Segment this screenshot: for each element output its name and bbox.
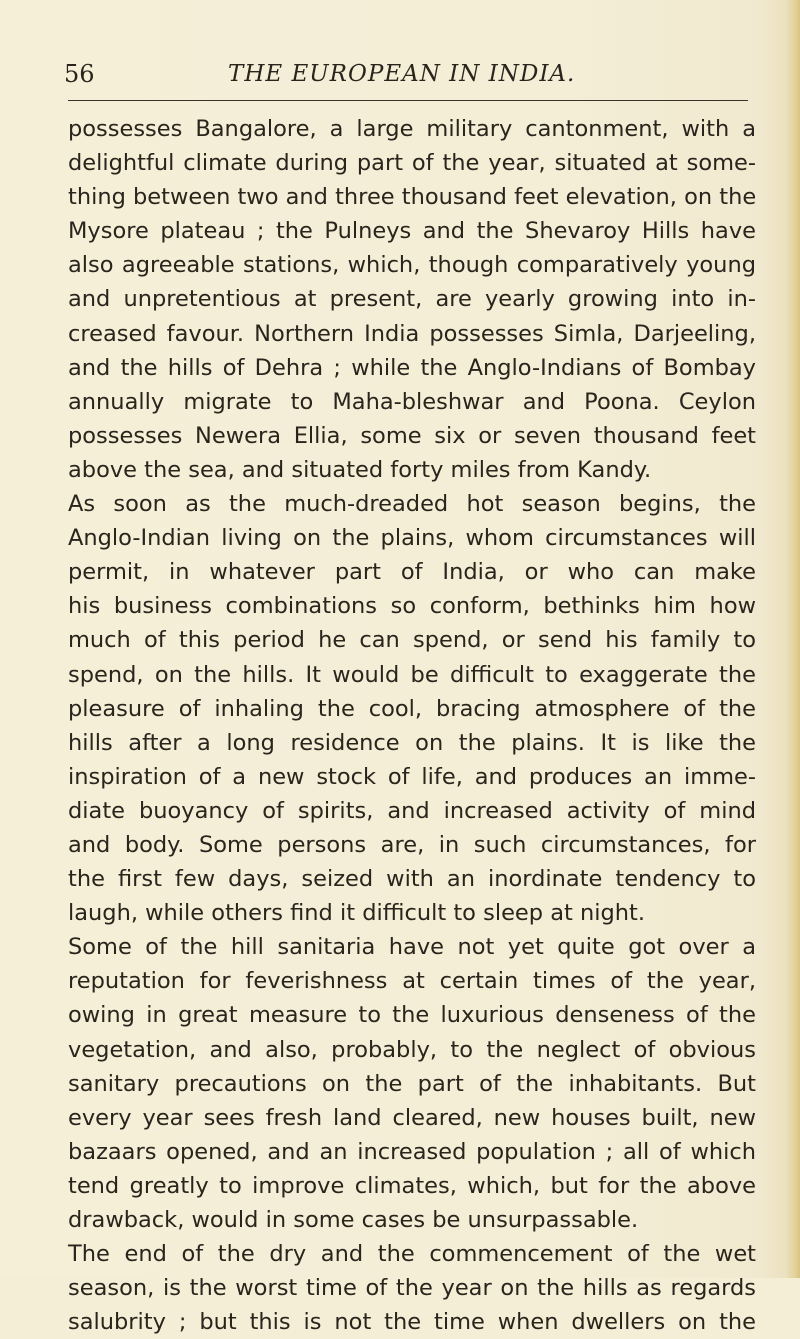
text-line: and the hills of Dehra ; while the Anglo-Indians of Bombay	[68, 354, 756, 381]
text-line: Some of the hill sanitaria have not yet quite got over a	[68, 934, 756, 961]
text-line: laugh, while others find it difficult to sleep at night.	[68, 900, 645, 927]
text-line: diate buoyancy of spirits, and increased activity of mind	[68, 797, 756, 824]
text-line: possesses Bangalore, a large military cantonment, with a	[68, 116, 756, 142]
page-number: 56	[64, 60, 95, 88]
text-line: reputation for feverishness at certain times of the year,	[68, 968, 756, 995]
text-line: inspiration of a new stock of life, and produces an imme-	[68, 763, 756, 790]
text-line: Mysore plateau ; the Pulneys and the Shevaroy Hills have	[68, 218, 756, 245]
text-line: permit, in whatever part of India, or who can make	[68, 559, 756, 586]
text-line: annually migrate to Maha-bleshwar and Poona. Ceylon	[68, 388, 756, 415]
text-line: season, is the worst time of the year on the hills as regards	[68, 1275, 756, 1302]
text-line: every year sees fresh land cleared, new houses built, new	[68, 1104, 756, 1131]
text-line: also agreeable stations, which, though comparatively young	[68, 252, 756, 279]
text-line: The end of the dry and the commencement of the wet	[68, 1241, 756, 1268]
text-line: thing between two and three thousand feet elevation, on the	[68, 184, 757, 211]
text-line: As soon as the much-dreaded hot season begins, the	[68, 491, 756, 518]
text-line: much of this period he can spend, or send his family to	[68, 627, 756, 654]
text-line: owing in great measure to the luxurious denseness of the	[68, 1002, 756, 1029]
text-line: the first few days, seized with an inordinate tendency to	[68, 866, 756, 893]
text-line: his business combinations so conform, bethinks him how	[68, 593, 756, 620]
text-line: Anglo-Indian living on the plains, whom circumstances will	[68, 525, 756, 552]
text-line: bazaars opened, and an increased population ; all of which	[68, 1138, 756, 1165]
body-text	[68, 112, 756, 1339]
text-line: sanitary precautions on the part of the inhabitants. But	[68, 1070, 756, 1097]
page-edge-shadow	[786, 0, 800, 1278]
header-rule	[68, 100, 748, 101]
text-line: and unpretentious at present, are yearly growing into in-	[68, 286, 756, 313]
text-line: tend greatly to improve climates, which, but for the above	[68, 1172, 756, 1199]
text-line: hills after a long residence on the plains. It is like the	[68, 729, 756, 756]
running-head: THE EUROPEAN IN INDIA.	[228, 61, 576, 87]
text-line: possesses Newera Ellia, some six or seven thousand feet	[68, 422, 756, 449]
text-line: spend, on the hills. It would be difficult to exaggerate the	[68, 661, 756, 688]
text-line: creased favour. Northern India possesses Simla, Darjeeling,	[68, 320, 756, 347]
text-line: vegetation, and also, probably, to the neglect of obvious	[68, 1036, 756, 1063]
text-line: drawback, would in some cases be unsurpassable.	[68, 1207, 639, 1233]
page-header	[0, 60, 800, 96]
text-line: and body. Some persons are, in such circumstances, for	[68, 831, 756, 858]
text-line: salubrity ; but this is not the time when dwellers on the	[68, 1309, 756, 1336]
text-line: above the sea, and situated forty miles from Kandy.	[68, 456, 652, 483]
text-line: delightful climate during part of the year, situated at some-	[68, 150, 756, 177]
text-line: pleasure of inhaling the cool, bracing atmosphere of the	[68, 695, 756, 722]
